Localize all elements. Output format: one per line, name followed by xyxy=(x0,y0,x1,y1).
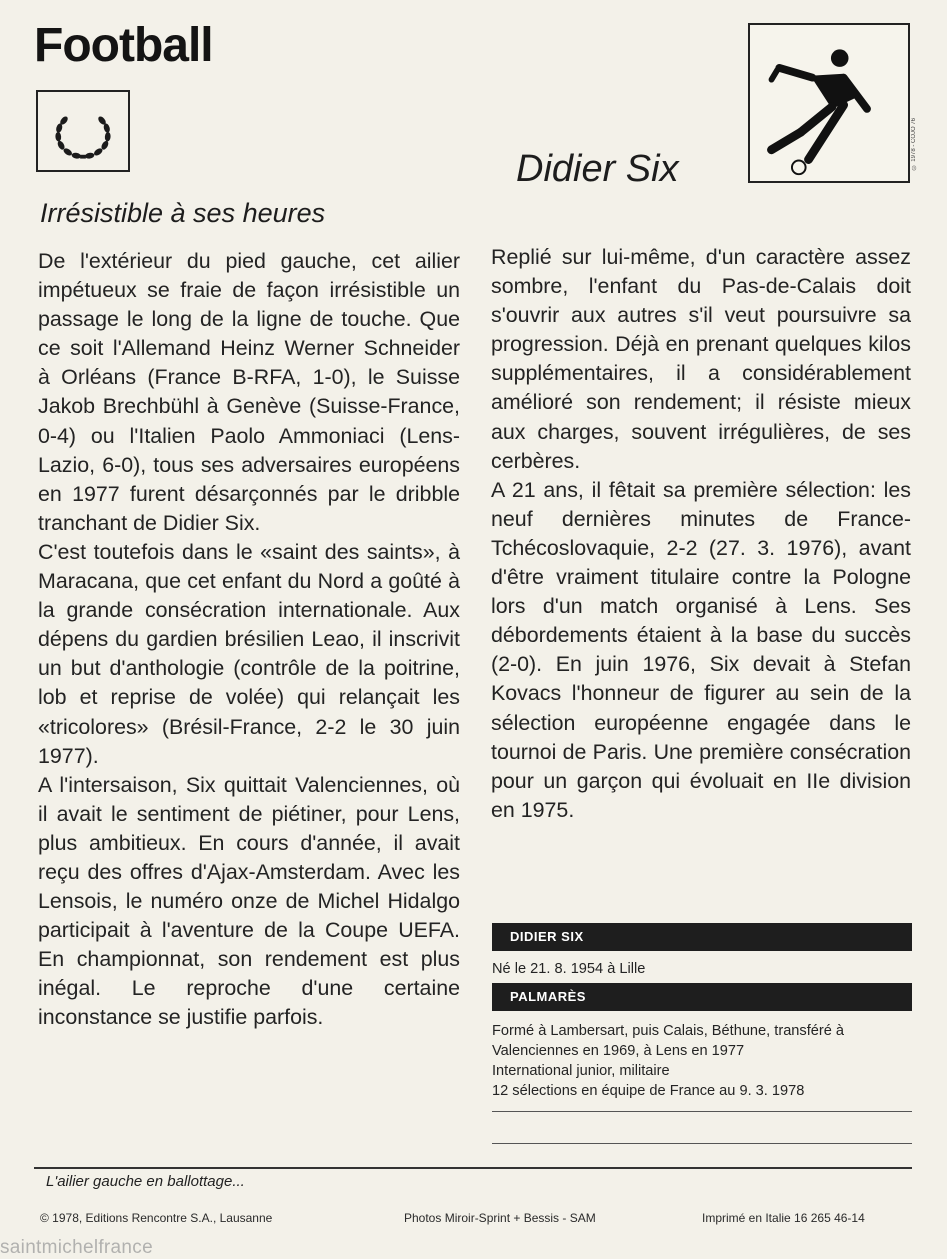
laurel-wreath-icon xyxy=(36,90,130,172)
article-column-left xyxy=(38,247,460,1033)
divider xyxy=(492,1111,912,1112)
photo-caption: L'ailier gauche en ballottage... xyxy=(46,1173,245,1190)
palmares-header: PALMARÈS xyxy=(492,983,912,1011)
footer-copyright: © 1978, Editions Rencontre S.A., Lausanne xyxy=(40,1211,273,1225)
palmares-line: International junior, militaire xyxy=(492,1063,670,1079)
article-subtitle: Irrésistible à ses heures xyxy=(40,198,326,228)
palmares-line: Valenciennes en 1969, à Lens en 1977 xyxy=(492,1043,745,1059)
article-column-right xyxy=(491,243,911,825)
paragraph: Replié sur lui-même, d'un caractère assez sombre, l'enfant du Pas-de-Calais doit s'ouvrir aux autres s'il veut poursuivre sa progression. Déjà en prenant quelques kilos supplémentaires, il a considérablement amélioré son rendement; il résiste mieux aux charges, souvent irrégulières, de ses cerbères. xyxy=(491,245,911,473)
palmares-line: Formé à Lambersart, puis Calais, Béthune, transféré à xyxy=(492,1023,845,1039)
divider xyxy=(492,1143,912,1144)
category-title: Football xyxy=(34,19,213,72)
paragraph: De l'extérieur du pied gauche, cet ailier impétueux se fraie de façon irrésistible un passage le long de la ligne de touche. Que ce soit l'Allemand Heinz Werner Schneider à Orléans (France B-RFA, 1-0), le Suisse Jakob Brechbühl à Genève (Suisse-France, 0-4) ou l'Italien Paolo Ammoniaci (Lens-Lazio, 6-0), tous ses adversaires européens en 1977 furent désarçonnés par le dribble tranchant de Didier Six. xyxy=(38,249,460,535)
birth-info: Né le 21. 8. 1954 à Lille xyxy=(492,961,646,977)
caption-divider xyxy=(34,1167,912,1169)
palmares-list xyxy=(492,1021,912,1101)
palmares-line: 12 sélections en équipe de France au 9. 3. 1978 xyxy=(492,1083,805,1099)
player-name: Didier Six xyxy=(516,148,679,190)
infobox-name-header: DIDIER SIX xyxy=(492,923,912,951)
side-copyright: © 1978 - COJO 76 xyxy=(911,118,917,170)
watermark: saintmichelfrance xyxy=(0,1237,153,1258)
football-player-icon xyxy=(748,23,910,183)
paragraph: A l'intersaison, Six quittait Valenciennes, où il avait le sentiment de piétiner, pour Lens, plus ambitieux. En cours d'année, il avait reçu des offres d'Ajax-Amsterdam. Avec les Lensois, le numéro onze de Michel Hidalgo participait à l'aventure de la Coupe UEFA. En championnat, son rendement est plus inégal. Le reproche d'une certaine inconstance se justifie parfois. xyxy=(38,772,460,1030)
paragraph: A 21 ans, il fêtait sa première sélection: les neuf dernières minutes de France-Tchécoslovaquie, 2-2 (27. 3. 1976), avant d'être vraiment titulaire contre la Pologne lors d'un match organisé à Lens. Ses débordements étaient à la base du succès (2-0). En juin 1976, Six devait à Stefan Kovacs l'honneur de figurer au sein de la sélection européenne engagée dans le tournoi de Paris. Une première consécration pour un garçon qui évoluait en IIe division en 1975. xyxy=(491,477,911,822)
footer-photo-credits: Photos Miroir-Sprint + Bessis - SAM xyxy=(404,1211,596,1225)
paragraph: C'est toutefois dans le «saint des saints», à Maracana, que cet enfant du Nord a goûté à la grande consécration internationale. Aux dépens du gardien brésilien Leao, il inscrivit un but d'anthologie (contrôle de la poitrine, lob et reprise de volée) qui relançait les «tricolores» (Brésil-France, 2-2 le 30 juin 1977). xyxy=(38,539,460,768)
footer-print-info: Imprimé en Italie 16 265 46-14 xyxy=(702,1211,865,1225)
